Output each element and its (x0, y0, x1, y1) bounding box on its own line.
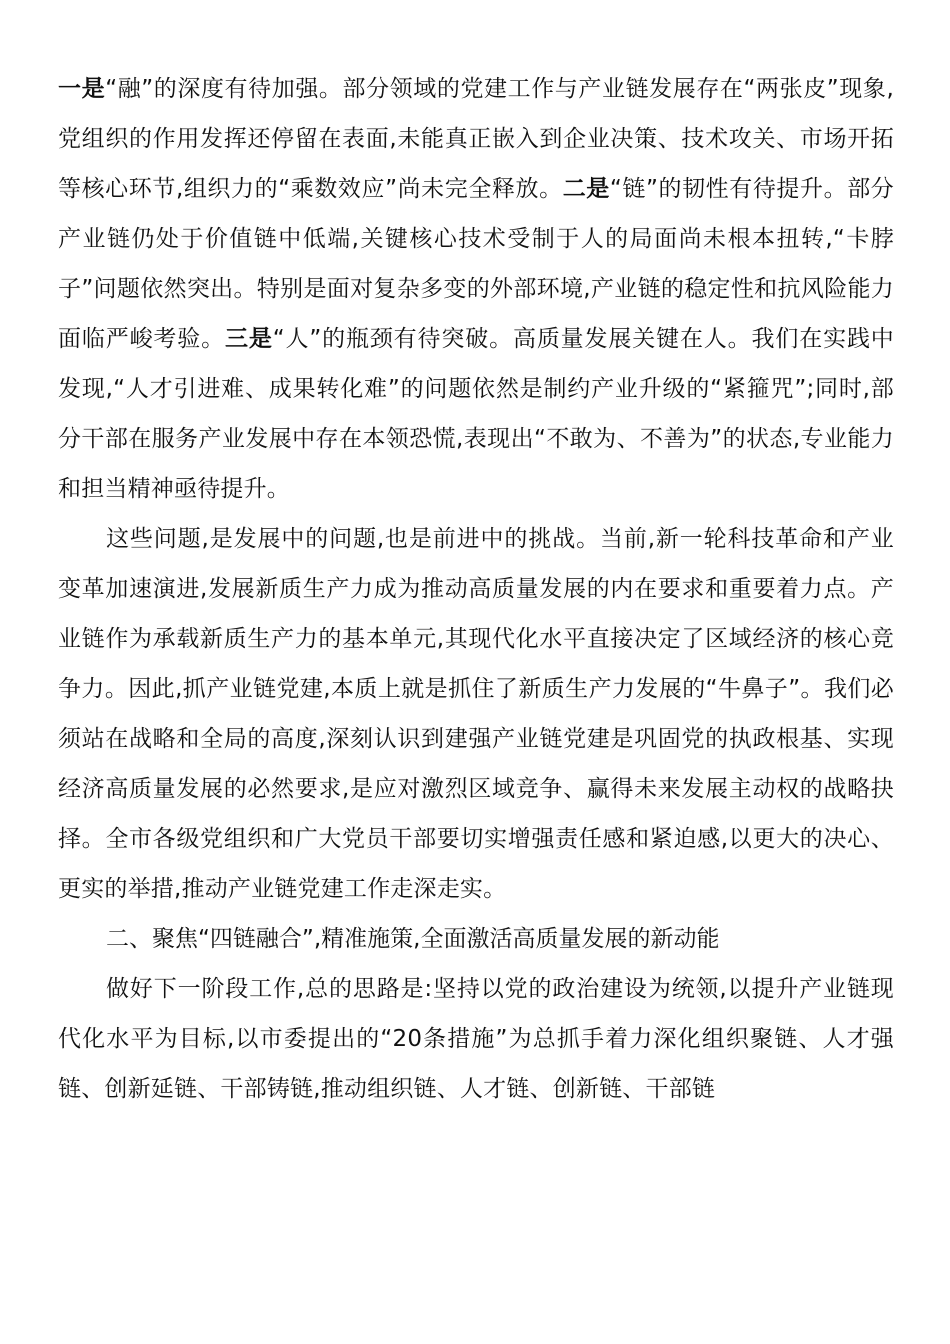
point-one-text: “融”的深度有待加强。部分领域的党建工作与产业链发展存在“两张皮”现象,党组织的作用发挥还停留在表面,未能真正嵌入到企业决策、技术攻关、市场开拓等核心环节,组织力的“乘数效应”尚未完全释放。 (58, 76, 894, 202)
point-three-text: “人”的瓶颈有待突破。高质量发展关键在人。我们在实践中发现,“人才引进难、成果转化难”的问题依然是制约产业升级的“紧箍咒”;同时,部分干部在服务产业发展中存在本领恐慌,表现出“不敢为、不善为”的状态,专业能力和担当精神亟待提升。 (58, 326, 895, 502)
approach-paragraph: 做好下一阶段工作,总的思路是:坚持以党的政治建设为统领,以提升产业链现代化水平为目标,以市委提出的“20条措施”为总抓手着力深化组织聚链、人才强链、创新延链、干部铸链,推动组织链、人才链、创新链、干部链 (58, 976, 894, 1102)
point-one-label: 一是 (58, 76, 106, 102)
point-three-label: 三是 (225, 326, 273, 352)
section-heading: 二、聚焦“四链融合”,精准施策,全面激活高质量发展的新动能 (106, 926, 720, 952)
problems-paragraph (58, 64, 894, 514)
point-two-label: 二是 (562, 176, 610, 202)
point-two-text: “链”的韧性有待提升。部分产业链仍处于价值链中低端,关键核心技术受制于人的局面尚未根本扭转,“卡脖子”问题依然突出。特别是面对复杂多变的外部环境,产业链的稳定性和抗风险能力面临严峻考验。 (58, 176, 894, 352)
document-page (58, 64, 894, 1114)
challenges-paragraph: 这些问题,是发展中的问题,也是前进中的挑战。当前,新一轮科技革命和产业变革加速演进,发展新质生产力成为推动高质量发展的内在要求和重要着力点。产业链作为承载新质生产力的基本单元,其现代化水平直接决定了区域经济的核心竞争力。因此,抓产业链党建,本质上就是抓住了新质生产力发展的“牛鼻子”。我们必须站在战略和全局的高度,深刻认识到建强产业链党建是巩固党的执政根基、实现经济高质量发展的必然要求,是应对激烈区域竞争、赢得未来发展主动权的战略抉择。全市各级党组织和广大党员干部要切实增强责任感和紧迫感,以更大的决心、更实的举措,推动产业链党建工作走深走实。 (58, 526, 894, 902)
